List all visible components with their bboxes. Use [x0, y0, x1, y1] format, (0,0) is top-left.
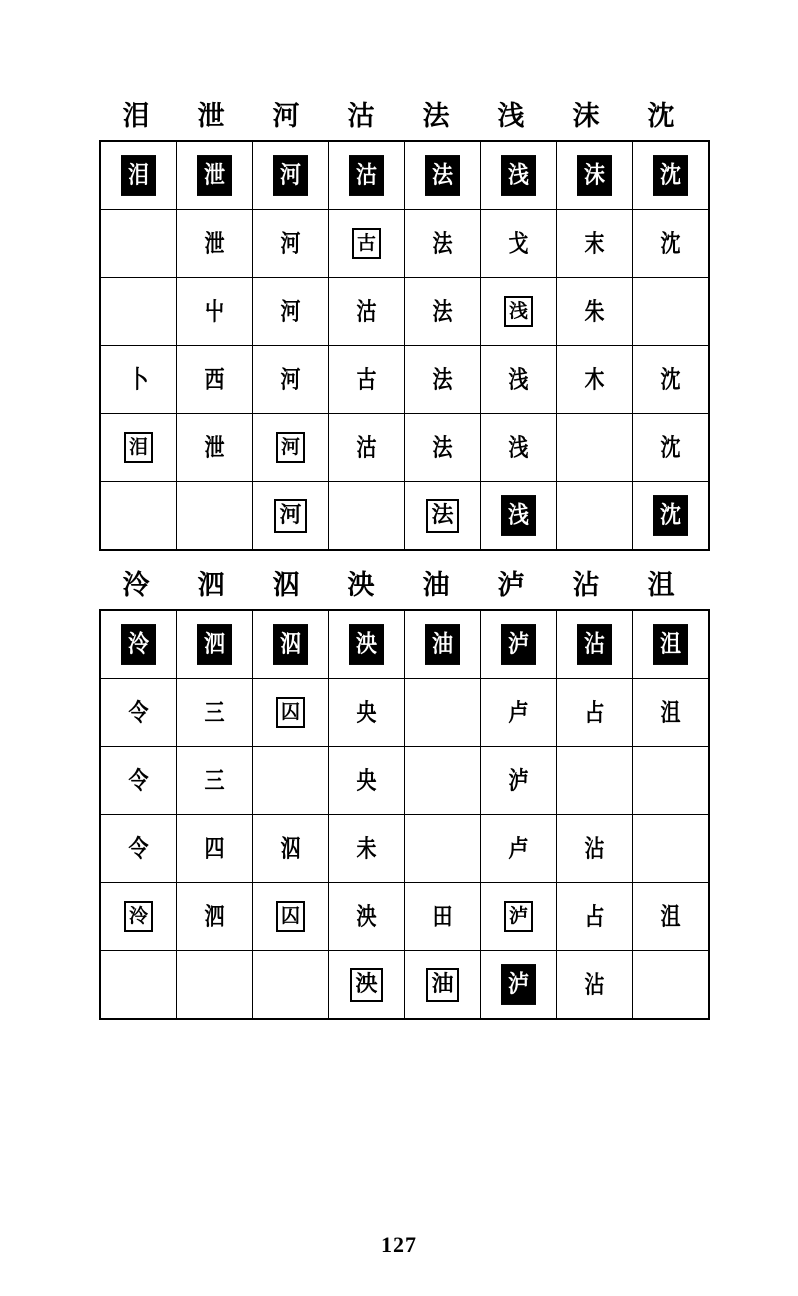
glyph-cell-r2-c8 [633, 679, 710, 747]
column-header-5: 油 [422, 570, 451, 601]
seal-glyph: 囚 [276, 697, 305, 728]
glyph-cell-r4-c2 [177, 815, 253, 883]
glyph-cell-r3-c5 [405, 747, 481, 815]
seal-glyph: 沈 [660, 228, 681, 257]
seal-glyph: 法 [432, 364, 453, 393]
glyph-cell-r2-c3 [253, 679, 329, 747]
glyph-cell-r3-c8 [633, 278, 710, 346]
table-row [100, 278, 709, 346]
glyph-cell-r2-c5 [405, 210, 481, 278]
seal-glyph: 朱 [584, 296, 605, 325]
glyph-cell-r1-c3 [253, 610, 329, 679]
seal-glyph: 沾 [584, 833, 605, 862]
glyph-cell-r1-c7 [557, 141, 633, 210]
column-header-3: 泅 [272, 570, 301, 601]
glyph-cell-r2-c4 [329, 210, 405, 278]
glyph-cell-r4-c8 [633, 346, 710, 414]
seal-glyph: 泄 [204, 432, 225, 461]
seal-glyph: 令 [128, 697, 149, 726]
column-header-5: 法 [422, 101, 451, 132]
seal-glyph: 法 [425, 155, 460, 196]
table-row [100, 883, 709, 951]
seal-glyph: 屮 [204, 296, 225, 325]
seal-glyph: 田 [432, 901, 453, 930]
glyph-cell-r6-c2 [177, 951, 253, 1020]
seal-glyph: 法 [432, 432, 453, 461]
glyph-cell-r5-c1 [100, 414, 177, 482]
seal-glyph: 泸 [501, 964, 536, 1005]
seal-glyph: 沽 [356, 432, 377, 461]
seal-glyph: 占 [584, 901, 605, 930]
seal-glyph: 戈 [508, 228, 529, 257]
glyph-cell-r5-c3 [253, 414, 329, 482]
glyph-cell-r4-c4 [329, 346, 405, 414]
glyph-cell-r5-c5 [405, 883, 481, 951]
glyph-cell-r2-c4 [329, 679, 405, 747]
glyph-cell-r5-c5 [405, 414, 481, 482]
seal-glyph: 卢 [508, 697, 529, 726]
page-number: 127 [381, 1232, 417, 1257]
column-header-7: 沾 [572, 570, 601, 601]
glyph-cell-r3-c7 [557, 747, 633, 815]
seal-script-grid-2 [99, 609, 710, 1020]
seal-glyph: 法 [432, 228, 453, 257]
column-header-8: 沈 [647, 101, 676, 132]
column-header-6: 泸 [497, 570, 526, 601]
seal-glyph: 法 [426, 499, 458, 533]
seal-glyph: 油 [425, 624, 460, 665]
table-row [100, 482, 709, 551]
seal-glyph: 沮 [660, 697, 681, 726]
seal-glyph: 河 [276, 432, 305, 463]
table-row [100, 141, 709, 210]
glyph-cell-r5-c2 [177, 414, 253, 482]
glyph-cell-r2-c5 [405, 679, 481, 747]
table-row [100, 747, 709, 815]
character-table-block-2 [99, 569, 699, 1020]
glyph-cell-r6-c2 [177, 482, 253, 551]
column-header-1: 泠 [122, 570, 151, 601]
glyph-cell-r2-c1 [100, 679, 177, 747]
glyph-cell-r6-c5 [405, 951, 481, 1020]
seal-glyph: 浅 [501, 495, 536, 536]
glyph-cell-r5-c4 [329, 414, 405, 482]
seal-glyph: 沈 [653, 495, 688, 536]
page [0, 100, 798, 1296]
seal-glyph: 泱 [349, 624, 384, 665]
glyph-cell-r2-c1 [100, 210, 177, 278]
seal-glyph: 央 [356, 697, 377, 726]
column-header-4: 泱 [347, 570, 376, 601]
glyph-cell-r4-c6 [481, 346, 557, 414]
glyph-cell-r6-c7 [557, 951, 633, 1020]
glyph-cell-r5-c4 [329, 883, 405, 951]
seal-glyph: 沾 [584, 969, 605, 998]
glyph-cell-r2-c2 [177, 679, 253, 747]
glyph-cell-r5-c8 [633, 414, 710, 482]
glyph-cell-r4-c1 [100, 346, 177, 414]
seal-glyph: 泗 [197, 624, 232, 665]
seal-glyph: 泸 [501, 624, 536, 665]
glyph-cell-r1-c5 [405, 610, 481, 679]
seal-glyph: 法 [432, 296, 453, 325]
column-header-2: 泄 [197, 101, 226, 132]
seal-glyph: 泅 [280, 833, 301, 862]
column-header-7: 沫 [572, 101, 601, 132]
glyph-cell-r1-c2 [177, 610, 253, 679]
glyph-cell-r1-c6 [481, 610, 557, 679]
glyph-cell-r6-c6 [481, 951, 557, 1020]
glyph-cell-r4-c2 [177, 346, 253, 414]
glyph-cell-r6-c3 [253, 482, 329, 551]
glyph-cell-r4-c1 [100, 815, 177, 883]
glyph-cell-r5-c6 [481, 883, 557, 951]
seal-glyph: 河 [280, 228, 301, 257]
seal-glyph: 河 [280, 364, 301, 393]
glyph-cell-r1-c3 [253, 141, 329, 210]
seal-glyph: 未 [356, 833, 377, 862]
seal-glyph: 浅 [508, 364, 529, 393]
seal-glyph: 四 [204, 833, 225, 862]
glyph-cell-r6-c5 [405, 482, 481, 551]
seal-glyph: 古 [352, 228, 381, 259]
glyph-cell-r1-c5 [405, 141, 481, 210]
glyph-cell-r1-c1 [100, 610, 177, 679]
grid-body-1 [100, 141, 709, 550]
glyph-cell-r4-c7 [557, 815, 633, 883]
seal-glyph: 泠 [121, 624, 156, 665]
glyph-cell-r5-c3 [253, 883, 329, 951]
glyph-cell-r2-c8 [633, 210, 710, 278]
glyph-cell-r5-c7 [557, 414, 633, 482]
column-header-1: 泪 [122, 101, 151, 132]
glyph-cell-r6-c8 [633, 951, 710, 1020]
glyph-cell-r1-c2 [177, 141, 253, 210]
character-table-block-1 [99, 100, 699, 551]
seal-glyph: 沽 [356, 296, 377, 325]
glyph-cell-r1-c7 [557, 610, 633, 679]
seal-glyph: 河 [280, 296, 301, 325]
seal-glyph: 泅 [273, 624, 308, 665]
seal-glyph: 沽 [349, 155, 384, 196]
glyph-cell-r3-c5 [405, 278, 481, 346]
glyph-cell-r3-c7 [557, 278, 633, 346]
table-row [100, 610, 709, 679]
seal-glyph: 沈 [653, 155, 688, 196]
seal-glyph: 泪 [121, 155, 156, 196]
glyph-cell-r2-c7 [557, 210, 633, 278]
seal-glyph: 泱 [356, 901, 377, 930]
seal-glyph: 泱 [350, 968, 382, 1002]
glyph-cell-r5-c1 [100, 883, 177, 951]
column-header-2: 泗 [197, 570, 226, 601]
glyph-cell-r5-c2 [177, 883, 253, 951]
glyph-cell-r4-c3 [253, 815, 329, 883]
glyph-cell-r4-c7 [557, 346, 633, 414]
seal-glyph: 西 [204, 364, 225, 393]
table-row [100, 815, 709, 883]
seal-glyph: 末 [584, 228, 605, 257]
seal-glyph: 沈 [660, 432, 681, 461]
glyph-cell-r6-c6 [481, 482, 557, 551]
glyph-cell-r3-c6 [481, 278, 557, 346]
glyph-cell-r3-c3 [253, 278, 329, 346]
seal-glyph: 木 [584, 364, 605, 393]
seal-glyph: 泠 [124, 901, 153, 932]
seal-glyph: 囚 [276, 901, 305, 932]
glyph-cell-r1-c6 [481, 141, 557, 210]
seal-glyph: 三 [204, 697, 225, 726]
glyph-cell-r3-c1 [100, 747, 177, 815]
seal-glyph: 古 [356, 364, 377, 393]
seal-glyph: 卜 [128, 364, 149, 393]
seal-glyph: 央 [356, 765, 377, 794]
glyph-cell-r6-c4 [329, 482, 405, 551]
glyph-cell-r6-c7 [557, 482, 633, 551]
glyph-cell-r1-c8 [633, 610, 710, 679]
glyph-cell-r5-c6 [481, 414, 557, 482]
column-header-6: 浅 [497, 101, 526, 132]
table-header-row-1 [99, 100, 699, 134]
glyph-cell-r3-c2 [177, 747, 253, 815]
seal-glyph: 沮 [653, 624, 688, 665]
glyph-cell-r2-c3 [253, 210, 329, 278]
glyph-cell-r6-c4 [329, 951, 405, 1020]
glyph-cell-r3-c1 [100, 278, 177, 346]
seal-glyph: 泄 [197, 155, 232, 196]
column-header-8: 沮 [647, 570, 676, 601]
seal-glyph: 河 [274, 499, 306, 533]
glyph-cell-r2-c6 [481, 679, 557, 747]
glyph-cell-r4-c5 [405, 346, 481, 414]
seal-glyph: 浅 [501, 155, 536, 196]
seal-glyph: 卢 [508, 833, 529, 862]
seal-glyph: 浅 [504, 296, 533, 327]
seal-glyph: 占 [584, 697, 605, 726]
glyph-cell-r6-c1 [100, 951, 177, 1020]
table-header-row-2 [99, 569, 699, 603]
glyph-cell-r4-c5 [405, 815, 481, 883]
glyph-cell-r6-c3 [253, 951, 329, 1020]
grid-body-2 [100, 610, 709, 1019]
table-row [100, 679, 709, 747]
glyph-cell-r5-c7 [557, 883, 633, 951]
glyph-cell-r1-c4 [329, 610, 405, 679]
seal-glyph: 令 [128, 833, 149, 862]
glyph-cell-r3-c8 [633, 747, 710, 815]
column-header-3: 河 [272, 101, 301, 132]
glyph-cell-r3-c2 [177, 278, 253, 346]
seal-glyph: 沫 [577, 155, 612, 196]
seal-glyph: 沮 [660, 901, 681, 930]
glyph-cell-r4-c4 [329, 815, 405, 883]
table-row [100, 951, 709, 1020]
glyph-cell-r1-c8 [633, 141, 710, 210]
table-row [100, 346, 709, 414]
seal-glyph: 令 [128, 765, 149, 794]
glyph-cell-r3-c6 [481, 747, 557, 815]
seal-glyph: 泸 [504, 901, 533, 932]
seal-glyph: 沾 [577, 624, 612, 665]
seal-glyph: 泗 [204, 901, 225, 930]
column-header-4: 沽 [347, 101, 376, 132]
seal-glyph: 泪 [124, 432, 153, 463]
seal-glyph: 河 [273, 155, 308, 196]
glyph-cell-r3-c4 [329, 747, 405, 815]
seal-glyph: 三 [204, 765, 225, 794]
seal-glyph: 浅 [508, 432, 529, 461]
glyph-cell-r4-c8 [633, 815, 710, 883]
seal-glyph: 油 [426, 968, 458, 1002]
glyph-cell-r2-c6 [481, 210, 557, 278]
glyph-cell-r1-c1 [100, 141, 177, 210]
seal-glyph: 沈 [660, 364, 681, 393]
seal-glyph: 泸 [508, 765, 529, 794]
glyph-cell-r3-c4 [329, 278, 405, 346]
glyph-cell-r6-c8 [633, 482, 710, 551]
table-row [100, 210, 709, 278]
glyph-cell-r2-c2 [177, 210, 253, 278]
glyph-cell-r1-c4 [329, 141, 405, 210]
glyph-cell-r2-c7 [557, 679, 633, 747]
glyph-cell-r6-c1 [100, 482, 177, 551]
glyph-cell-r4-c6 [481, 815, 557, 883]
glyph-cell-r4-c3 [253, 346, 329, 414]
seal-glyph: 泄 [204, 228, 225, 257]
seal-script-grid-1 [99, 140, 710, 551]
glyph-cell-r3-c3 [253, 747, 329, 815]
glyph-cell-r5-c8 [633, 883, 710, 951]
table-row [100, 414, 709, 482]
